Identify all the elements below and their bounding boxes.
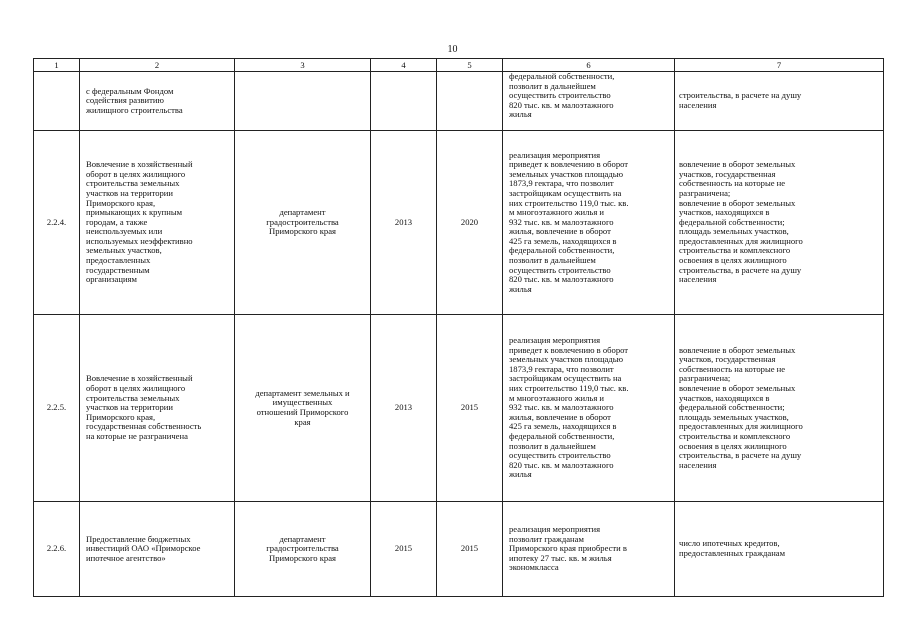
end-year: 2020 — [437, 131, 503, 315]
end-year: 2015 — [437, 502, 503, 597]
row-number: 2.2.4. — [34, 131, 80, 315]
activity-name: Вовлечение в хозяйственный оборот в целях жилищного строительства земельных участков на территории Приморского края, государственная собственность на которые не разграничена — [86, 373, 202, 441]
end-year: 2015 — [437, 315, 503, 502]
expected-result: федеральной собственности, позволит в дальнейшем осуществить строительство 820 тыс. кв. м малоэтажного жилья — [509, 71, 615, 120]
target-indicator: вовлечение в оборот земельных участков, государственная собственность на которые не разграничена; вовлечение в оборот земельных участков, находящихся в федеральной собственности; площадь земельных участков, предоставленных для жилищного строительства и комплексного освоения в целях жилищного строительства, в расчете на душу населения — [679, 159, 803, 285]
column-header-4: 4 — [371, 59, 437, 72]
expected-result: реализация мероприятия приведет к вовлечению в оборот земельных участков площадью 1873,9 гектара, что позволит застройщикам осуществить на них строительство 119,0 тыс. кв. м многоэтажного жилья и 932 тыс. кв. м малоэтажного жилья, вовлечение в оборот 425 га земель, находящихся в федеральной собственности, позволит в дальнейшем осуществить строительство 820 тыс. кв. м малоэтажного жилья — [509, 335, 629, 480]
activities-table — [33, 58, 884, 597]
start-year: 2013 — [371, 131, 437, 315]
end-year — [437, 72, 503, 131]
table-row — [34, 131, 884, 315]
executor: департамент земельных и имущественных отношений Приморского края — [255, 387, 350, 427]
table-row — [34, 315, 884, 502]
column-header-7: 7 — [675, 59, 884, 72]
expected-result: реализация мероприятия позволит гражданам Приморского края приобрести в ипотеку 27 тыс. кв. м жилья экономкласса — [509, 524, 627, 573]
activity-name: с федеральным Фондом содействия развитию жилищного строительства — [86, 85, 183, 115]
activity-name: Предоставление бюджетных инвестиций ОАО «Приморское ипотечное агентство» — [86, 533, 201, 563]
column-header-5: 5 — [437, 59, 503, 72]
row-number: 2.2.6. — [34, 502, 80, 597]
column-header-3: 3 — [235, 59, 371, 72]
target-indicator: вовлечение в оборот земельных участков, государственная собственность на которые не разграничена; вовлечение в оборот земельных участков, находящихся в федеральной собственности; площадь земельных участков, предоставленных для жилищного строительства и комплексного освоения в целях жилищного строительства, в расчете на душу населения — [679, 344, 803, 470]
start-year: 2015 — [371, 502, 437, 597]
executor: департамент градостроительства Приморского края — [266, 207, 339, 237]
executor: департамент градостроительства Приморского края — [266, 533, 339, 563]
page-number: 10 — [447, 44, 458, 55]
column-header-6: 6 — [503, 59, 675, 72]
row-number — [34, 72, 80, 131]
table-row — [34, 502, 884, 597]
start-year: 2013 — [371, 315, 437, 502]
column-number-row — [34, 59, 884, 72]
table-row — [34, 72, 884, 131]
target-indicator: число ипотечных кредитов, предоставленных гражданам — [679, 538, 786, 558]
activity-name: Вовлечение в хозяйственный оборот в целях жилищного строительства земельных участков на территории Приморского края, примыкающих к крупным городам, а также неиспользуемых или используемых неэффективно земельных участков, предоставленных государственным организациям — [86, 159, 193, 285]
row-number: 2.2.5. — [34, 315, 80, 502]
start-year — [371, 72, 437, 131]
column-header-2: 2 — [80, 59, 235, 72]
column-header-1: 1 — [34, 59, 80, 72]
target-indicator: строительства, в расчете на душу населения — [679, 90, 802, 110]
expected-result: реализация мероприятия приведет к вовлечению в оборот земельных участков площадью 1873,9 гектара, что позволит застройщикам осуществить на них строительство 119,0 тыс. кв. м многоэтажного жилья и 932 тыс. кв. м малоэтажного жилья, вовлечение в оборот 425 га земель, находящихся в федеральной собственности, позволит в дальнейшем осуществить строительство 820 тыс. кв. м малоэтажного жилья — [509, 149, 629, 294]
